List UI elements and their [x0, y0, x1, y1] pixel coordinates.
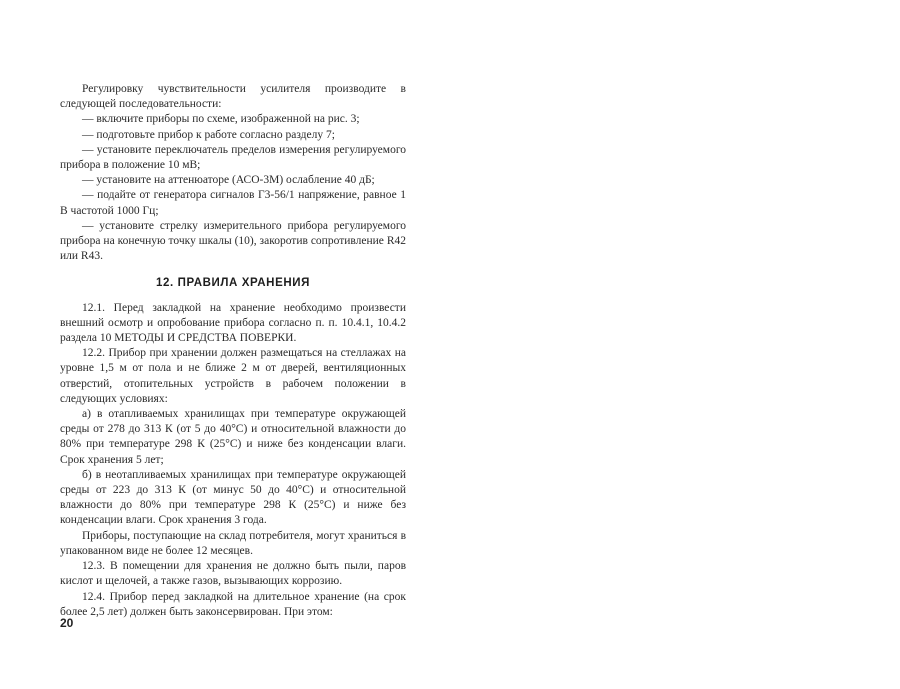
paragraph: 12.1. Перед закладкой на хранение необходимо произвести внешний осмотр и опробование прибора согласно п. п. 10.4.1, 10.4.2 раздела 10 МЕТОДЫ И СРЕДСТВА ПОВЕРКИ.: [60, 301, 406, 345]
page-number: 20: [60, 616, 74, 630]
document-page: [60, 82, 406, 620]
section-heading: 12. ПРАВИЛА ХРАНЕНИЯ: [156, 277, 310, 290]
paragraph: 12.4. Прибор перед закладкой на длительное хранение (на срок более 2,5 лет) должен быть законсервирован. При этом:: [60, 590, 406, 618]
step-item: — подготовьте прибор к работе согласно разделу 7;: [82, 128, 335, 141]
paragraph: 12.2. Прибор при хранении должен размещаться на стеллажах на уровне 1,5 м от пола и не ближе 2 м от дверей, вентиляционных отверстий, отопительных устройств в рабочем положении в следующих условиях:: [60, 347, 406, 405]
paragraph: б) в неотапливаемых хранилищах при температуре окружающей среды от 223 до 313 К (от минус 50 до 40°С) и относительной влажности до 80% при температуре 298 К (25°С) и ниже без конденсации влаги. Срок хранения 3 года.: [60, 468, 406, 527]
step-item: — установите стрелку измерительного прибора регулируемого прибора на конечную точку шкалы (10), закоротив сопротивление R42 или R43.: [60, 219, 406, 263]
step-item: — включите приборы по схеме, изображенной на рис. 3;: [82, 113, 360, 126]
paragraph: а) в отапливаемых хранилищах при температуре окружающей среды от 278 до 313 К (от 5 до 40°С) и относительной влажности до 80% при температуре 298 К (25°С) и ниже без конденсации влаги. Срок хранения 5 лет;: [60, 408, 406, 466]
step-item: — установите переключатель пределов измерения регулируемого прибора в положение 10 мВ;: [60, 143, 406, 172]
intro-paragraph: Регулировку чувствительности усилителя производите в следующей последовательности:: [60, 83, 406, 111]
step-item: — установите на аттенюаторе (АСО-3М) ослабление 40 дБ;: [82, 174, 375, 187]
paragraph: 12.3. В помещении для хранения не должно быть пыли, паров кислот и щелочей, а также газов, вызывающих коррозию.: [60, 560, 406, 588]
paragraph: Приборы, поступающие на склад потребителя, могут храниться в упакованном виде не более 12 месяцев.: [60, 529, 406, 557]
step-item: — подайте от генератора сигналов Г3-56/1 напряжение, равное 1 В частотой 1000 Гц;: [60, 189, 406, 217]
